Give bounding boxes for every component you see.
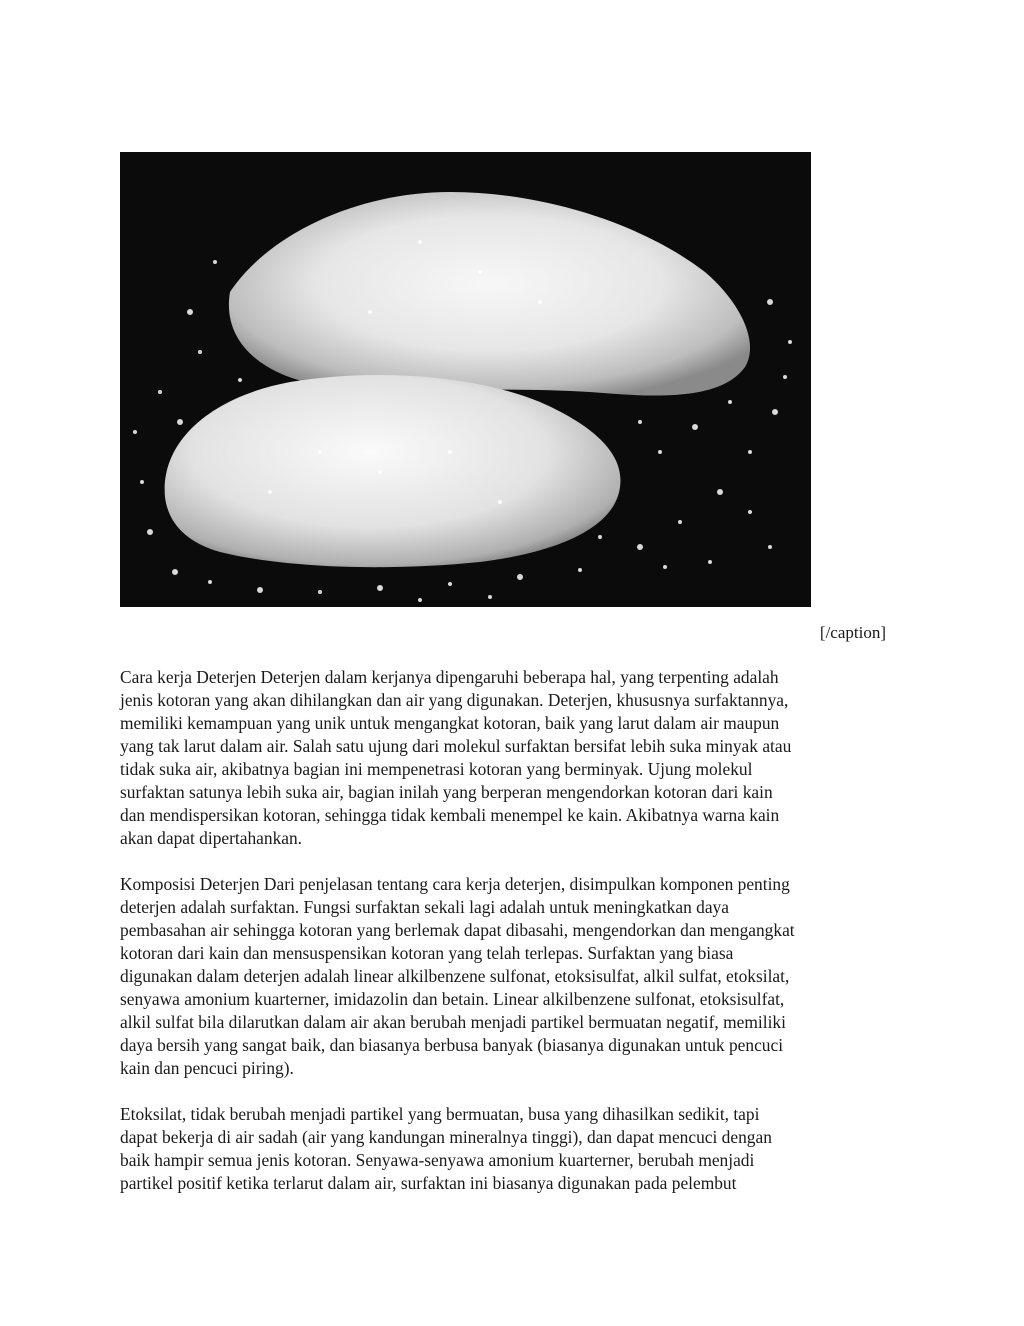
paragraph-etoksilat: Etoksilat, tidak berubah menjadi partikel yang bermuatan, busa yang dihasilkan sedikit, tapi dapat bekerja di air sadah (air yang kandungan mineralnya tinggi), dan dapat mencuci dengan baik hampir semua jenis kotoran. Senyawa-senyawa amonium kuarterner, berubah menjadi partikel positif ketika terlarut dalam air, surfaktan ini biasanya digunakan pada pelembut	[120, 1104, 772, 1193]
detergent-powder-image	[120, 152, 811, 607]
powder-illustration	[120, 152, 811, 607]
article-body	[120, 666, 910, 1218]
paragraph-komposisi: Komposisi Deterjen Dari penjelasan tentang cara kerja deterjen, disimpulkan komponen penting deterjen adalah surfaktan. Fungsi surfaktan sekali lagi adalah untuk meningkatkan daya pembasahan air sehingga kotoran yang berlemak dapat dibasahi, mengendorkan dan mengangkat kotoran dari kain dan mensuspensikan kotoran yang telah terlepas. Surfaktan yang biasa digunakan dalam deterjen adalah linear alkilbenzene sulfonat, etoksisulfat, alkil sulfat, etoksilat, senyawa amonium kuarterner, imidazolin dan betain. Linear alkilbenzene sulfonat, etoksisulfat, alkil sulfat bila dilarutkan dalam air akan berubah menjadi partikel bermuatan negatif, memiliki daya bersih yang sangat baik, dan biasanya berbusa banyak (biasanya digunakan untuk pencuci kain dan pencuci piring).	[120, 874, 795, 1078]
caption-close-tag: [/caption]	[819, 623, 886, 642]
paragraph-cara-kerja: Cara kerja Deterjen Deterjen dalam kerjanya dipengaruhi beberapa hal, yang terpenting adalah jenis kotoran yang akan dihilangkan dan air yang digunakan. Deterjen, khususnya surfaktannya, memiliki kemampuan yang unik untuk mengangkat kotoran, baik yang larut dalam air maupun yang tak larut dalam air. Salah satu ujung dari molekul surfaktan bersifat lebih suka minyak atau tidak suka air, akibatnya bagian ini mempenetrasi kotoran yang berminyak. Ujung molekul surfaktan satunya lebih suka air, bagian inilah yang berperan mengendorkan kotoran dari kain dan mendispersikan kotoran, sehingga tidak kembali menempel ke kain. Akibatnya warna kain akan dapat dipertahankan.	[120, 667, 792, 848]
